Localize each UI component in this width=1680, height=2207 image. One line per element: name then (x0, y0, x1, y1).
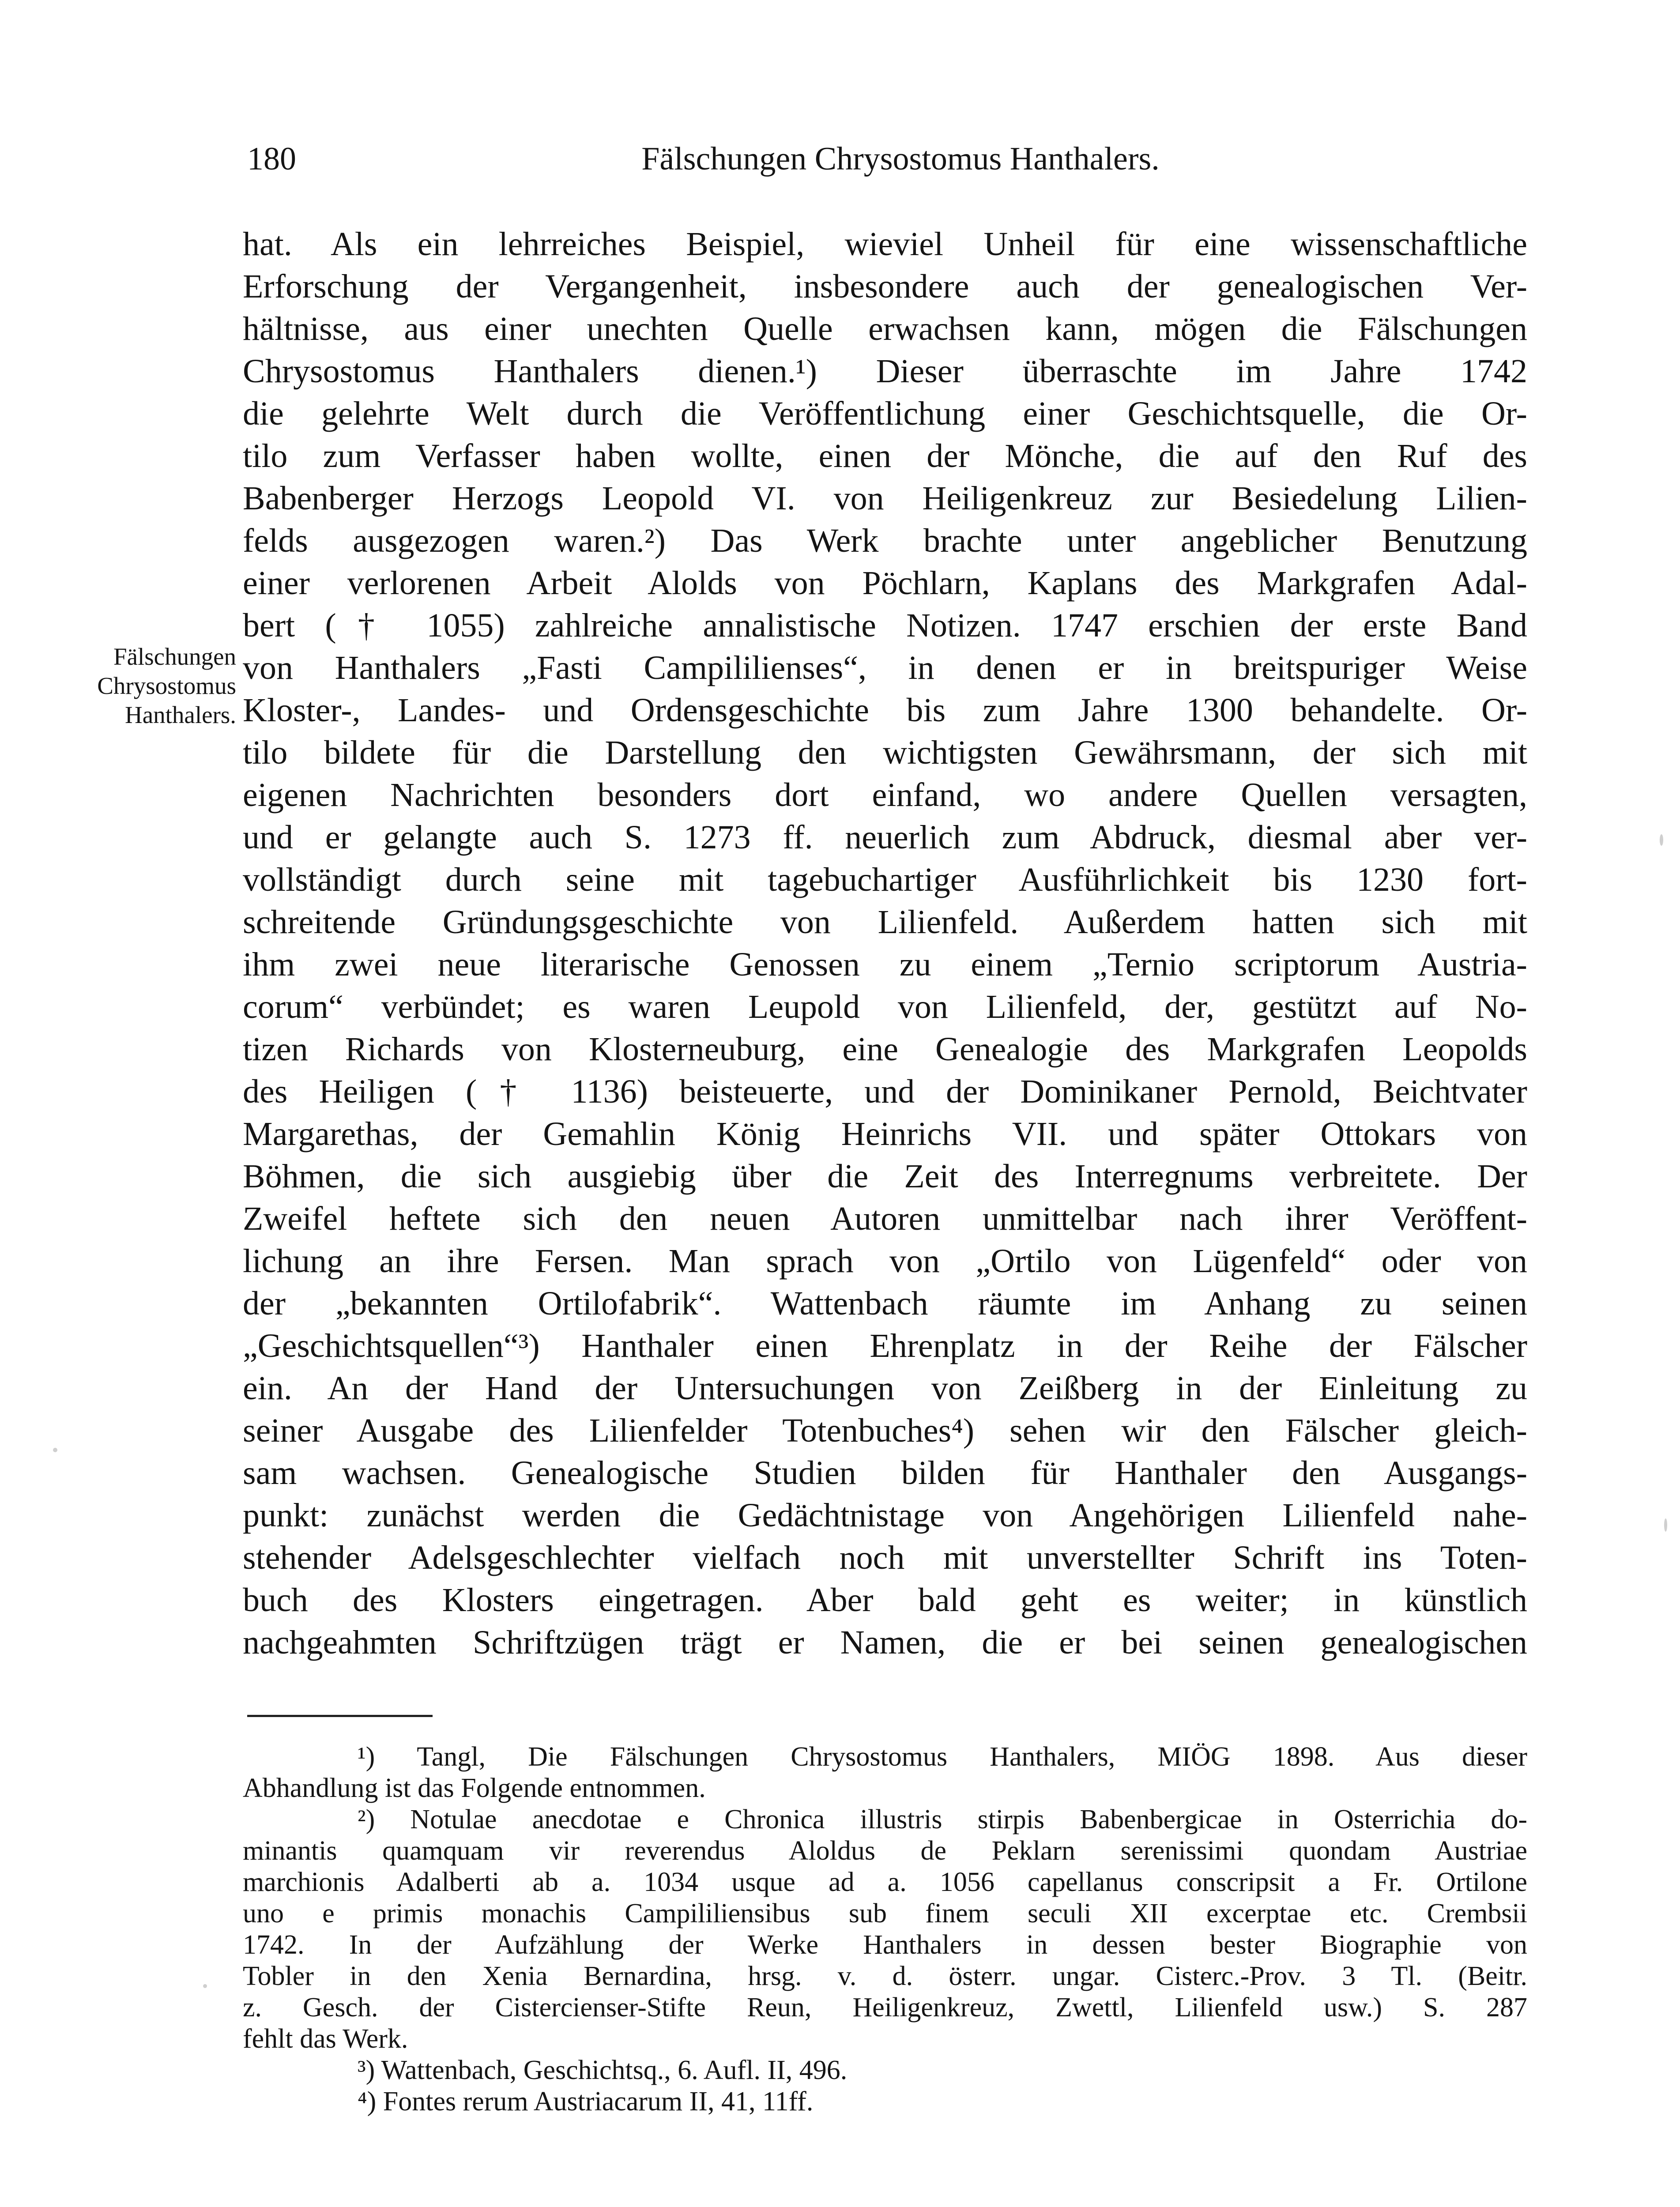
body-line: buch des Klosters eingetragen. Aber bald geht es weiter; in künstlich (243, 1582, 1527, 1619)
body-line: der „bekannten Ortilofabrik“. Wattenbach räumte im Anhang zu seinen (243, 1285, 1527, 1322)
footnote-line: ¹) Tangl, Die Fälschungen Chrysostomus Hanthalers, MIÖG 1898. Aus dieser (358, 1742, 1527, 1772)
footnote-line: 1742. In der Aufzählung der Werke Hanthalers in dessen bester Biographie von (243, 1930, 1527, 1960)
body-line: sam wachsen. Genealogische Studien bilden für Hanthaler den Ausgangs- (243, 1454, 1527, 1491)
body-line: einer verlorenen Arbeit Alolds von Pöchlarn, Kaplans des Markgrafen Adal- (243, 565, 1527, 602)
margin-note-line: Fälschungen (113, 643, 236, 670)
footnote-line: z. Gesch. der Cistercienser-Stifte Reun, Heiligenkreuz, Zwettl, Lilienfeld usw.) S. 287 (243, 1992, 1527, 2022)
body-line: nachgeahmten Schriftzügen trägt er Namen, die er bei seinen genealogischen (243, 1624, 1527, 1661)
body-line: ihm zwei neue literarische Genossen zu einem „Ternio scriptorum Austria- (243, 946, 1527, 983)
footnote-line: Tobler in den Xenia Bernardina, hrsg. v. d. österr. ungar. Cisterc.-Prov. 3 Tl. (Beitr. (243, 1961, 1527, 1991)
footnote-line: ⁴) Fontes rerum Austriacarum II, 41, 11ff. (358, 2086, 814, 2117)
body-line: stehender Adelsgeschlechter vielfach noch mit unverstellter Schrift ins Toten- (243, 1539, 1527, 1576)
running-title: Fälschungen Chrysostomus Hanthalers. (641, 141, 1160, 177)
body-line: von Hanthalers „Fasti Campililienses“, in denen er in breitspuriger Weise (243, 649, 1527, 686)
body-line: Zweifel heftete sich den neuen Autoren unmittelbar nach ihrer Veröffent- (243, 1200, 1527, 1237)
body-line: hältnisse, aus einer unechten Quelle erwachsen kann, mögen die Fälschungen (243, 310, 1527, 347)
footnote-line: fehlt das Werk. (243, 2024, 408, 2054)
footnote-line: uno e primis monachis Campililiensibus sub finem seculi XII excerptae etc. Crembsii (243, 1898, 1527, 1928)
body-line: eigenen Nachrichten besonders dort einfand, wo andere Quellen versagten, (243, 776, 1527, 814)
body-line: „Geschichtsquellen“³) Hanthaler einen Ehrenplatz in der Reihe der Fälscher (243, 1327, 1527, 1364)
body-line: corum“ verbündet; es waren Leupold von Lilienfeld, der, gestützt auf No- (243, 988, 1527, 1025)
body-line: vollständigt durch seine mit tagebuchartiger Ausführlichkeit bis 1230 fort- (243, 861, 1527, 898)
footnote-line: Abhandlung ist das Folgende entnommen. (243, 1773, 706, 1803)
body-line: ein. An der Hand der Untersuchungen von Zeißberg in der Einleitung zu (243, 1370, 1527, 1407)
scan-speck (203, 1984, 207, 1988)
footnote-line: ²) Notulae anecdotae e Chronica illustris stirpis Babenbergicae in Osterrichia do- (358, 1804, 1527, 1834)
body-line: tilo zum Verfasser haben wollte, einen der Mönche, die auf den Ruf des (243, 437, 1527, 475)
margin-note (51, 642, 236, 730)
footnote-line: marchionis Adalberti ab a. 1034 usque ad a. 1056 capellanus conscripsit a Fr. Ortilone (243, 1867, 1527, 1897)
scan-speck (1660, 834, 1663, 846)
body-line: des Heiligen († 1136) beisteuerte, und der Dominikaner Pernold, Beichtvater (243, 1073, 1527, 1110)
body-line: Böhmen, die sich ausgiebig über die Zeit des Interregnums verbreitete. Der (243, 1158, 1527, 1195)
page-header (247, 132, 1545, 185)
footnotes (243, 1741, 1527, 2117)
scan-speck (1664, 1518, 1667, 1532)
margin-note-line: Hanthalers. (125, 701, 236, 728)
body-line: Kloster-, Landes- und Ordensgeschichte bis zum Jahre 1300 behandelte. Or- (243, 692, 1527, 729)
footnote-line: minantis quamquam vir reverendus Aloldus de Peklarn serenissimi quondam Austriae (243, 1836, 1527, 1866)
body-text (243, 223, 1527, 1664)
margin-note-line: Chrysostomus (97, 672, 236, 699)
body-line: hat. Als ein lehrreiches Beispiel, wieviel Unheil für eine wissenschaftliche (243, 226, 1527, 263)
body-line: die gelehrte Welt durch die Veröffentlichung einer Geschichtsquelle, die Or- (243, 395, 1527, 432)
body-line: Babenberger Herzogs Leopold VI. von Heiligenkreuz zur Besiedelung Lilien- (243, 480, 1527, 517)
body-line: felds ausgezogen waren.²) Das Werk brachte unter angeblicher Benutzung (243, 522, 1527, 559)
scan-speck (53, 1448, 57, 1452)
body-line: und er gelangte auch S. 1273 ff. neuerlich zum Abdruck, diesmal aber ver- (243, 819, 1527, 856)
body-line: Chrysostomus Hanthalers dienen.¹) Dieser überraschte im Jahre 1742 (243, 353, 1527, 390)
body-line: tizen Richards von Klosterneuburg, eine Genealogie des Markgrafen Leopolds (243, 1031, 1527, 1068)
body-line: tilo bildete für die Darstellung den wichtigsten Gewährsmann, der sich mit (243, 734, 1527, 771)
body-line: bert († 1055) zahlreiche annalistische Notizen. 1747 erschien der erste Band (243, 607, 1527, 644)
page-number: 180 (247, 141, 296, 177)
body-line: Erforschung der Vergangenheit, insbesondere auch der genealogischen Ver- (243, 268, 1527, 305)
body-line: seiner Ausgabe des Lilienfelder Totenbuches⁴) sehen wir den Fälscher gleich- (243, 1412, 1527, 1449)
footnote-line: ³) Wattenbach, Geschichtsq., 6. Aufl. II, 496. (358, 2055, 848, 2085)
footnote-divider (247, 1715, 433, 1717)
body-line: Margarethas, der Gemahlin König Heinrichs VII. und später Ottokars von (243, 1115, 1527, 1152)
body-line: punkt: zunächst werden die Gedächtnistage von Angehörigen Lilienfeld nahe- (243, 1497, 1527, 1534)
body-line: schreitende Gründungsgeschichte von Lilienfeld. Außerdem hatten sich mit (243, 904, 1527, 941)
body-line: lichung an ihre Fersen. Man sprach von „Ortilo von Lügenfeld“ oder von (243, 1243, 1527, 1280)
